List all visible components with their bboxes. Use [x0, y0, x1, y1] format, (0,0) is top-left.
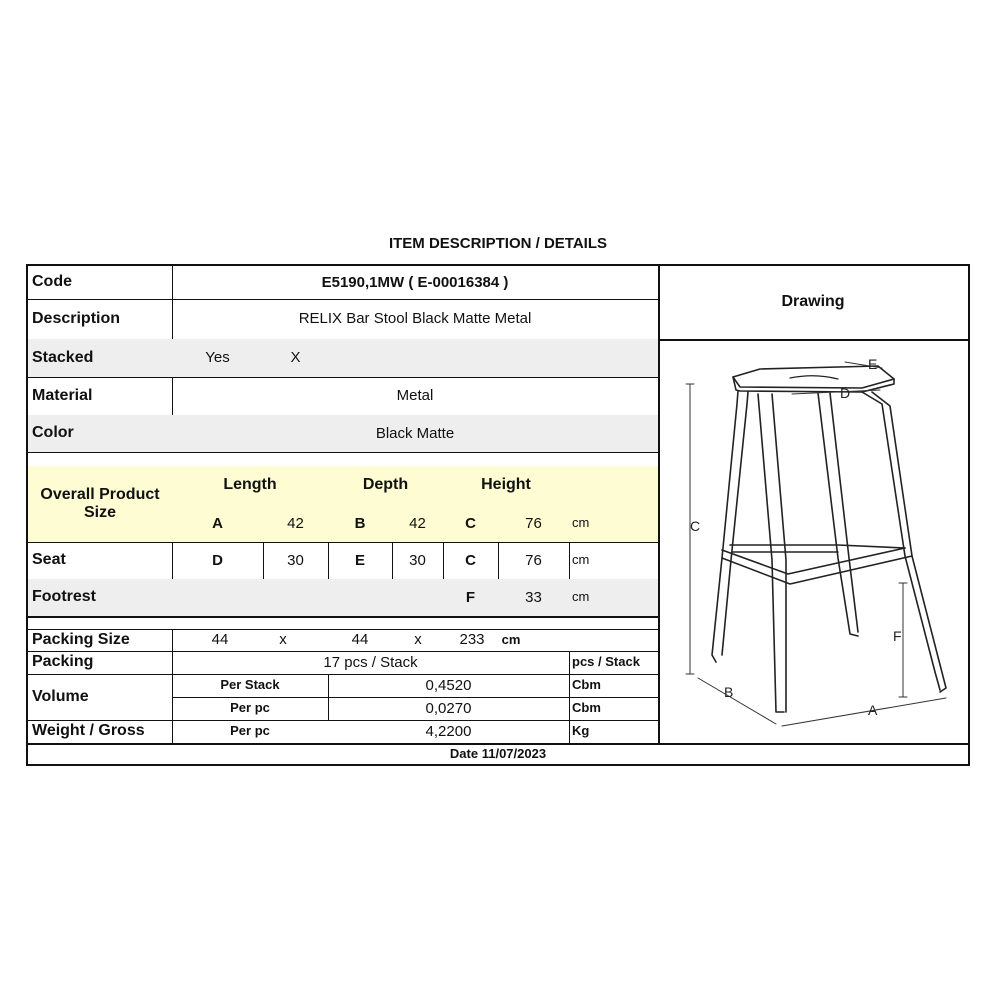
packing-size-width: 44	[351, 631, 369, 649]
dim-line-a	[782, 698, 946, 726]
depth-header: Depth	[328, 466, 443, 505]
date-stamp: Date 11/07/2023	[449, 746, 547, 762]
seat-front-edge	[733, 377, 894, 392]
weight-per-pc-label: Per pc	[230, 723, 270, 739]
overall-b-letter: B	[328, 505, 392, 542]
footrest-back	[730, 545, 905, 548]
seat-unit: cm	[572, 552, 590, 568]
stacked-label: Stacked	[28, 339, 172, 377]
packing-size-x2: x	[414, 631, 422, 649]
code-label: Code	[32, 273, 72, 291]
volume-per-stack-label: Per Stack	[220, 677, 280, 693]
length-header: Length	[172, 466, 328, 505]
seat-c-letter: C	[465, 551, 476, 569]
dim-label-f: F	[893, 628, 902, 644]
seat-d-letter: D	[212, 551, 223, 569]
description-label: Description	[32, 309, 121, 327]
volume-label: Volume	[32, 687, 89, 705]
color-label: Color	[28, 415, 172, 452]
sheet-title: ITEM DESCRIPTION / DETAILS	[388, 235, 608, 252]
volume-per-stack-value: 0,4520	[425, 676, 472, 694]
leg-back	[818, 393, 858, 636]
footrest-unit: cm	[569, 579, 658, 616]
color-value: Black Matte	[172, 415, 658, 452]
seat-label: Seat	[32, 551, 66, 569]
drawing-header: Drawing	[781, 293, 845, 311]
footrest-empty	[172, 579, 443, 616]
seat-c-value: 76	[525, 551, 542, 569]
material-value: Metal	[396, 387, 434, 405]
overall-c-letter: C	[443, 505, 498, 542]
footrest-f-value: 33	[498, 579, 569, 616]
volume-per-pc-value: 0,0270	[425, 699, 472, 717]
packing-size-label: Packing Size	[32, 630, 130, 648]
height-header: Height	[443, 466, 569, 505]
stacked-empty	[328, 339, 658, 377]
dim-label-a: A	[868, 702, 878, 718]
footrest-f-letter: F	[443, 579, 498, 616]
leg-right	[862, 392, 940, 690]
description-value: RELIX Bar Stool Black Matte Metal	[298, 310, 532, 328]
dim-label-e: E	[868, 356, 878, 372]
overall-a-letter: A	[172, 505, 263, 542]
volume-per-pc-unit: Cbm	[572, 700, 601, 716]
overall-unit: cm	[569, 505, 658, 542]
material-label: Material	[32, 386, 93, 404]
seat-handle-hole	[790, 376, 838, 379]
weight-label: Weight / Gross	[32, 722, 145, 740]
packing-label: Packing	[32, 653, 94, 671]
weight-unit: Kg	[572, 723, 590, 739]
packing-value: 17 pcs / Stack	[323, 653, 418, 671]
unit-header-empty	[569, 466, 658, 505]
packing-size-length: 44	[211, 631, 229, 649]
footrest-label: Footrest	[28, 579, 172, 616]
code-value: E5190,1MW ( E-00016384 )	[321, 273, 509, 291]
dim-label-b: B	[724, 684, 734, 700]
volume-per-stack-unit: Cbm	[572, 677, 601, 693]
seat-e-letter: E	[354, 551, 365, 569]
stool-drawing	[658, 338, 966, 738]
volume-per-pc-label: Per pc	[230, 700, 270, 716]
overall-size-label: Overall Product Size	[28, 466, 172, 542]
overall-b-value: 42	[392, 505, 443, 542]
stacked-yes: Yes	[172, 339, 263, 377]
dim-line-b	[698, 678, 776, 724]
packing-unit: pcs / Stack	[572, 654, 640, 670]
seat-d-value: 30	[287, 551, 304, 569]
overall-c-value: 76	[498, 505, 569, 542]
stacked-mark: X	[263, 339, 328, 377]
dim-label-d: D	[840, 385, 851, 401]
seat-e-value: 30	[409, 551, 426, 569]
overall-a-value: 42	[263, 505, 328, 542]
weight-value: 4,2200	[425, 722, 472, 740]
packing-size-unit: cm	[501, 631, 521, 647]
packing-size-height: 233	[459, 631, 485, 649]
dim-label-c: C	[690, 518, 701, 534]
leg-front-center	[758, 394, 784, 712]
packing-size-x1: x	[279, 631, 287, 649]
